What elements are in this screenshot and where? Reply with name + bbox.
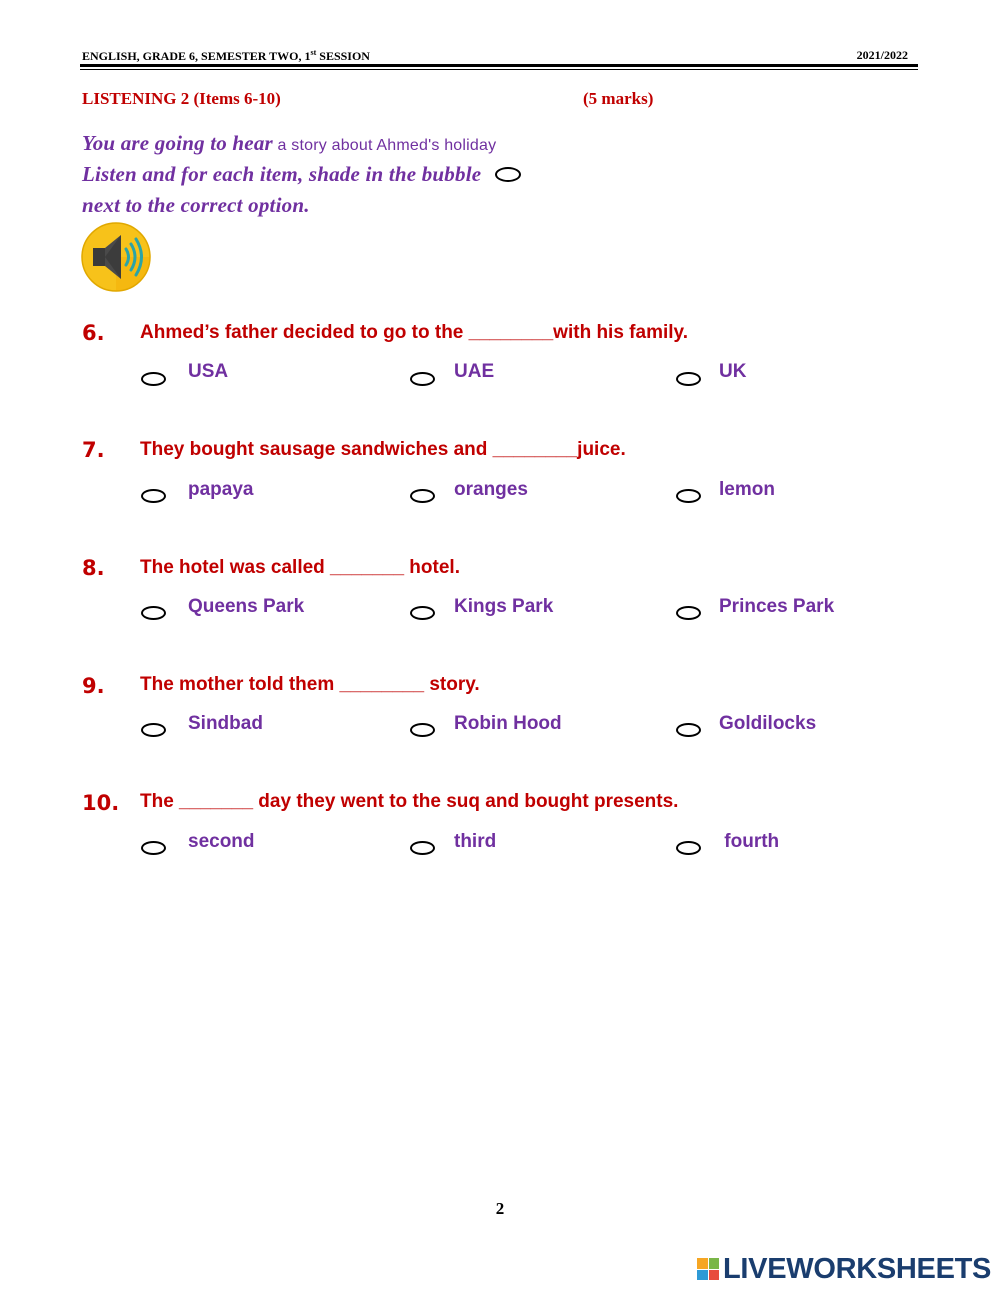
question-7-option-c-label[interactable]: lemon <box>719 479 775 500</box>
question-9-number: 9. <box>82 674 105 698</box>
question-7-option-c-bubble[interactable] <box>676 489 701 503</box>
question-9-option-c-label[interactable]: Goldilocks <box>719 713 817 734</box>
liveworksheets-logo <box>697 1254 991 1284</box>
question-6-option-b-label[interactable]: UAE <box>454 361 495 382</box>
question-8-option-c-bubble[interactable] <box>676 606 701 620</box>
question-8-option-c-label[interactable]: Princes Park <box>719 596 835 617</box>
instruction-line-1: You are going to hear a story about Ahmed's holiday <box>82 131 497 155</box>
logo-square-e <box>709 1270 720 1281</box>
question-10-option-c-bubble[interactable] <box>676 841 701 855</box>
question-10-text: The _______ day they went to the suq and bought presents. <box>140 791 679 812</box>
question-9-option-b-label[interactable]: Robin Hood <box>454 713 562 734</box>
question-6-option-c-bubble[interactable] <box>676 372 701 386</box>
logo-square-i <box>709 1258 720 1269</box>
section-title: LISTENING 2 (Items 6-10) <box>82 89 281 108</box>
page-number: 2 <box>495 1199 505 1218</box>
question-6-option-a-bubble[interactable] <box>141 372 166 386</box>
instruction-line-3: next to the correct option. <box>82 193 310 217</box>
question-8-option-b-bubble[interactable] <box>410 606 435 620</box>
logo-square-l <box>697 1258 708 1269</box>
question-8-option-b-label[interactable]: Kings Park <box>454 596 554 617</box>
question-7-option-b-bubble[interactable] <box>410 489 435 503</box>
liveworksheets-logo-icon <box>697 1258 719 1280</box>
question-9-option-b-bubble[interactable] <box>410 723 435 737</box>
header-rule-thick <box>80 64 918 67</box>
header-school-year: 2021/2022 <box>856 48 908 62</box>
question-6-number: 6. <box>82 321 105 345</box>
question-10-option-a-label[interactable]: second <box>188 831 255 852</box>
question-6-text: Ahmed’s father decided to go to the ________with his family. <box>140 322 688 343</box>
header-rule-thin <box>80 69 918 70</box>
header-course-info: ENGLISH, GRADE 6, SEMESTER TWO, 1st SESSION <box>82 48 370 63</box>
logo-square-v <box>697 1270 708 1281</box>
question-9-text: The mother told them ________ story. <box>140 674 480 695</box>
question-7-number: 7. <box>82 438 105 462</box>
question-6-option-b-bubble[interactable] <box>410 372 435 386</box>
section-marks: (5 marks) <box>583 89 654 108</box>
play-audio-button[interactable] <box>81 222 151 292</box>
question-8-number: 8. <box>82 556 105 580</box>
question-9-option-c-bubble[interactable] <box>676 723 701 737</box>
question-10-option-c-label[interactable]: fourth <box>719 831 780 852</box>
liveworksheets-logo-text: LIVEWORKSHEETS <box>723 1252 992 1285</box>
instruction-line-2: Listen and for each item, shade in the bubble <box>82 162 521 187</box>
question-7-option-a-label[interactable]: papaya <box>188 479 254 500</box>
question-7-option-b-label[interactable]: oranges <box>454 479 528 500</box>
question-8-option-a-bubble[interactable] <box>141 606 166 620</box>
question-10-number: 10. <box>82 791 120 815</box>
question-10-option-b-label[interactable]: third <box>454 831 497 852</box>
question-9-option-a-label[interactable]: Sindbad <box>188 713 263 734</box>
question-7-text: They bought sausage sandwiches and ________juice. <box>140 439 626 460</box>
question-10-option-a-bubble[interactable] <box>141 841 166 855</box>
question-8-text: The hotel was called _______ hotel. <box>140 557 460 578</box>
speaker-icon <box>81 222 151 292</box>
question-6-option-a-label[interactable]: USA <box>188 361 229 382</box>
question-6-option-c-label[interactable]: UK <box>719 361 747 382</box>
question-10-option-b-bubble[interactable] <box>410 841 435 855</box>
question-8-option-a-label[interactable]: Queens Park <box>188 596 305 617</box>
question-7-option-a-bubble[interactable] <box>141 489 166 503</box>
question-9-option-a-bubble[interactable] <box>141 723 166 737</box>
example-bubble-icon <box>495 167 521 182</box>
